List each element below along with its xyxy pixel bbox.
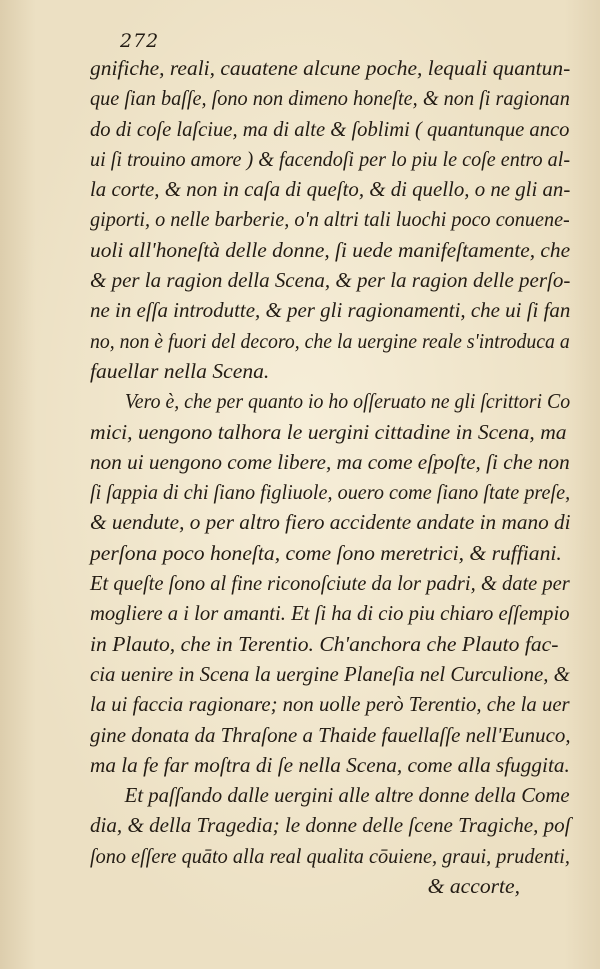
text-line: Et queſte ſono al fine riconoſciute da lor padri, & date per — [90, 571, 570, 596]
page-number: 272 — [120, 30, 160, 52]
text-line: que ſian baſſe, ſono non dimeno honeſte, & non ſi ragionan — [90, 86, 570, 111]
text-line: do di coſe laſciue, ma di alte & ſoblimi ( quantunque anco — [90, 116, 570, 141]
text-line: no, non è fuori del decoro, che la uergine reale s'introduca a — [90, 328, 570, 353]
text-line: mogliere a i lor amanti. Et ſi ha di cio piu chiaro eſſempio — [90, 601, 570, 626]
catchword: & accorte, — [427, 874, 520, 899]
text-line: uoli all'honeſtà delle donne, ſi uede manifeſtamente, che — [90, 237, 571, 262]
text-line: & per la ragion della Scena, & per la ragion delle perſo- — [90, 268, 571, 293]
body-text — [90, 53, 570, 901]
text-line: la corte, & non in caſa di queſto, & di quello, o ne gli an- — [90, 177, 571, 202]
text-line: perſona poco honeſta, come ſono meretrici, & ruffiani. — [90, 540, 562, 565]
text-line: fauellar nella Scena. — [90, 358, 270, 383]
text-line: la ui faccia ragionare; non uolle però Terentio, che la uer — [90, 692, 570, 717]
text-line: ſi ſappia di chi ſiano figliuole, ouero come ſiano ſtate preſe, — [90, 480, 571, 505]
text-line: ma la fe far moſtra di ſe nella Scena, come alla sfuggita. — [90, 752, 570, 777]
text-line: ui ſi trouino amore ) & facendoſi per lo piu le coſe entro al- — [90, 146, 571, 171]
text-line: giporti, o nelle barberie, o'n altri tali luochi poco conuene- — [90, 207, 570, 232]
text-line: mici, uengono talhora le uergini cittadine in Scena, ma — [90, 419, 567, 444]
text-line: in Plauto, che in Terentio. Ch'anchora che Plauto fac- — [90, 631, 559, 656]
paragraph-start-line: Et paſſando dalle uergini alle altre donne della Come — [124, 783, 570, 808]
text-line: gnifiche, reali, cauatene alcune poche, lequali quantun- — [90, 56, 571, 80]
text-line: dia, & della Tragedia; le donne delle ſcene Tragiche, poſ — [90, 813, 571, 838]
text-line: ne in eſſa introdutte, & per gli ragionamenti, che ui ſi fan — [90, 298, 571, 323]
text-line: cia uenire in Scena la uergine Planeſia nel Curculione, & — [90, 661, 570, 686]
text-line: ſono eſſere quāto alla real qualita cōuiene, graui, prudenti, — [90, 843, 571, 868]
paragraph-start-line: Vero è, che per quanto io ho oſſeruato ne gli ſcrittori Co — [124, 389, 571, 414]
text-line: gine donata da Thraſone a Thaide fauellaſſe nell'Eunuco, — [90, 722, 571, 747]
text-line: & uendute, o per altro fiero accidente andate in mano di — [90, 510, 571, 535]
text-line: non ui uengono come libere, ma come eſpoſte, ſi che non — [90, 449, 570, 474]
